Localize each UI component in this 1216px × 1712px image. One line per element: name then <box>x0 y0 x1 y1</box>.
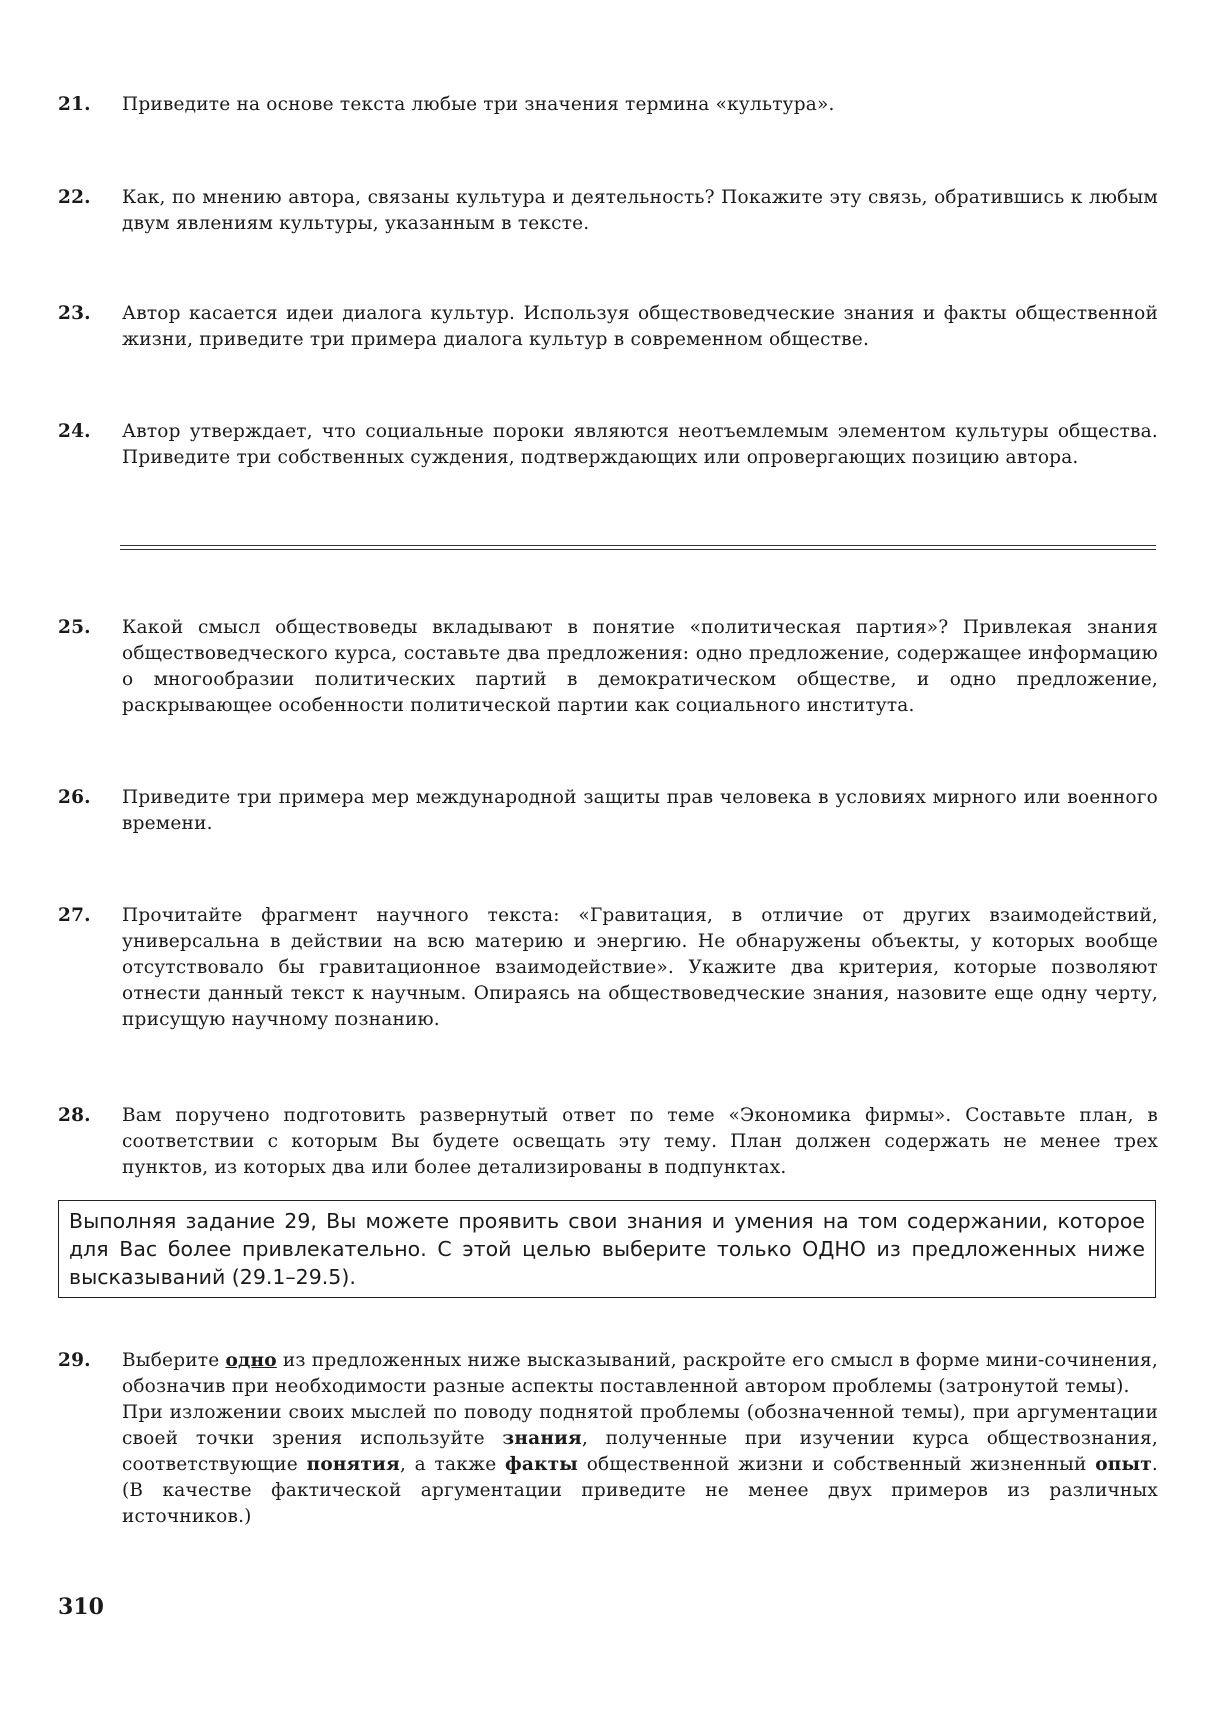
question-21 <box>58 92 1158 118</box>
question-29-paragraph-2 <box>122 1400 1158 1530</box>
question-number: 27. <box>58 905 91 926</box>
section-divider <box>120 545 1156 550</box>
question-25 <box>58 615 1158 719</box>
question-number: 26. <box>58 787 91 808</box>
question-text: Какой смысл обществоведы вкладывают в понятие «политическая партия»? Привлекая знания обществоведческого курса, составьте два предложения: одно предложение, содержащее информацию о многообразии политических партий в демократическом обществе, и одно предложение, раскрывающее особенности политической партии как социального института. <box>122 617 1158 716</box>
question-number: 21. <box>58 94 91 115</box>
question-28 <box>58 1103 1158 1181</box>
question-number: 22. <box>58 187 91 208</box>
text-run: , а также <box>399 1454 505 1475</box>
text-run: , полученные при изучении курса обществознания, соответствующие <box>122 1428 1158 1475</box>
text-run: из предложенных ниже высказываний, раскройте его смысл в форме мини-сочинения, обозначив при необходимости разные аспекты поставленной автором проблемы (затронутой темы). <box>122 1350 1158 1397</box>
question-27 <box>58 903 1158 1033</box>
text-run: Выберите <box>122 1350 226 1371</box>
question-29 <box>58 1348 1158 1530</box>
question-text: Приведите на основе текста любые три значения термина «культура». <box>122 94 835 115</box>
text-run: При изложении своих мыслей по поводу поднятой проблемы (обозначенной темы), при аргументации своей точки зрения используйте <box>122 1402 1158 1449</box>
question-text: Приведите три примера мер международной защиты прав человека в условиях мирного или военного времени. <box>122 787 1158 834</box>
question-text: Вам поручено подготовить развернутый ответ по теме «Экономика фирмы». Составьте план, в соответствии с которым Вы будете освещать эту тему. План должен содержать не менее трех пунктов, из которых два или более детализированы в подпунктах. <box>122 1105 1158 1178</box>
question-23 <box>58 301 1158 353</box>
text-run: . (В качестве фактической аргументации приведите не менее двух примеров из различных источников.) <box>122 1454 1158 1527</box>
question-text: Автор касается идеи диалога культур. Используя обществоведческие знания и факты общественной жизни, приведите три примера диалога культур в современном обществе. <box>122 303 1158 350</box>
task-29-notice-box: Выполняя задание 29, Вы можете проявить свои знания и умения на том содержании, которое для Вас более привлекательно. С этой целью выберите только ОДНО из предложенных ниже высказываний (29.1–29.5). <box>58 1200 1156 1298</box>
question-number: 24. <box>58 421 91 442</box>
question-22 <box>58 185 1158 237</box>
question-number: 29. <box>58 1350 91 1371</box>
question-29-paragraph-1 <box>122 1348 1158 1400</box>
question-text: Как, по мнению автора, связаны культура и деятельность? Покажите эту связь, обратившись к любым двум явлениям культуры, указанным в тексте. <box>122 187 1158 234</box>
keyword-concepts: понятия <box>306 1454 400 1475</box>
question-text: Прочитайте фрагмент научного текста: «Гравитация, в отличие от других взаимодействий, универсальна в действии на всю материю и энергию. Не обнаружены объекты, у которых вообще отсутствовало бы гравитационное взаимодействие». Укажите два критерия, которые позволяют отнести данный текст к научным. Опираясь на обществоведческие знания, назовите еще одну черту, присущую научному познанию. <box>122 905 1158 1030</box>
page-number: 310 <box>58 1594 104 1620</box>
keyword-facts: факты <box>505 1454 579 1475</box>
question-text: Автор утверждает, что социальные пороки являются неотъемлемым элементом культуры общества. Приведите три собственных суждения, подтверждающих или опровергающих позицию автора. <box>122 421 1158 468</box>
emphasis-one: одно <box>225 1350 277 1371</box>
question-24 <box>58 419 1158 471</box>
question-number: 23. <box>58 303 91 324</box>
question-number: 28. <box>58 1105 91 1126</box>
question-number: 25. <box>58 617 91 638</box>
question-26 <box>58 785 1158 837</box>
keyword-knowledge: знания <box>502 1428 582 1449</box>
keyword-experience: опыт <box>1095 1454 1152 1475</box>
text-run: общественной жизни и собственный жизненный <box>578 1454 1096 1475</box>
